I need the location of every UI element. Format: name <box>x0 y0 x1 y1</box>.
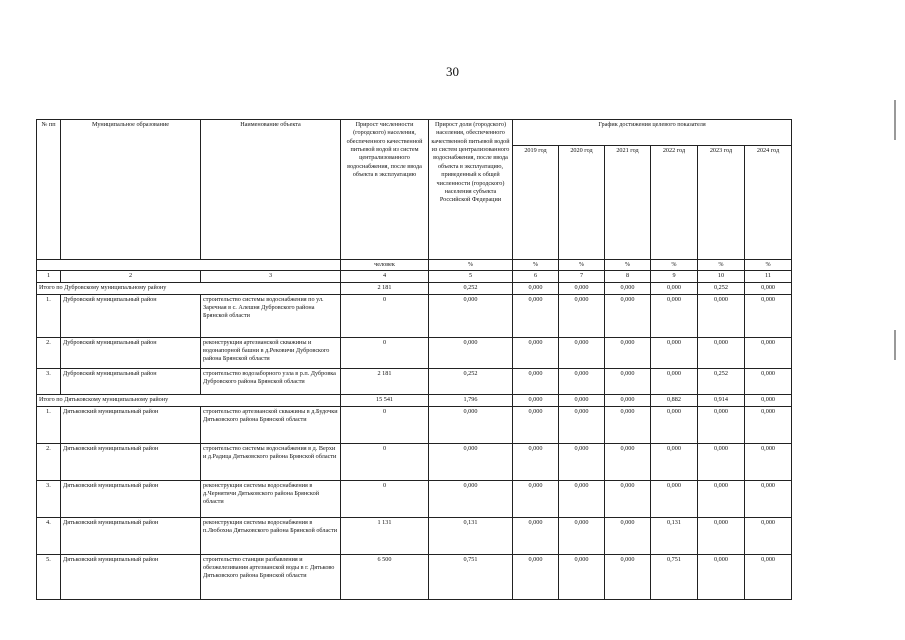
row-number: 4. <box>37 517 61 554</box>
row-object: строительство артезианской скважины в д.Будочки Дятьковского района Брянской области <box>201 406 341 443</box>
row-value: 0 <box>341 406 429 443</box>
total-value: 0,000 <box>559 282 605 294</box>
header-year: 2022 год <box>651 146 698 260</box>
row-object: строительство системы водоснабжения в д. Верхи и д.Радица Дятьковского района Брянской области <box>201 443 341 480</box>
column-number: 10 <box>698 271 745 282</box>
row-value: 0,252 <box>429 368 513 394</box>
row-value: 0,000 <box>605 294 651 337</box>
column-number: 8 <box>605 271 651 282</box>
total-value: 0,000 <box>559 394 605 406</box>
scan-edge-mark <box>894 100 896 140</box>
header-year: 2024 год <box>745 146 792 260</box>
row-number: 2. <box>37 337 61 368</box>
row-value: 0 <box>341 443 429 480</box>
row-value: 0,000 <box>651 368 698 394</box>
row-value: 0,000 <box>513 368 559 394</box>
header-object: Наименование объекта <box>201 120 341 260</box>
row-value: 0,751 <box>651 554 698 599</box>
row-value: 0,000 <box>559 294 605 337</box>
row-value: 0,000 <box>745 294 792 337</box>
row-value: 2 181 <box>341 368 429 394</box>
table-row <box>37 368 792 394</box>
column-number: 3 <box>201 271 341 282</box>
total-value: 0,000 <box>513 282 559 294</box>
total-value: 1,796 <box>429 394 513 406</box>
row-municipality: Дубровский муниципальный район <box>61 368 201 394</box>
unit-label: % <box>429 260 513 271</box>
unit-label: % <box>698 260 745 271</box>
row-value: 0,000 <box>745 406 792 443</box>
row-value: 0,000 <box>745 368 792 394</box>
total-value: 0,252 <box>698 282 745 294</box>
row-value: 1 131 <box>341 517 429 554</box>
row-number: 1. <box>37 406 61 443</box>
header-year: 2021 год <box>605 146 651 260</box>
table-row <box>37 554 792 599</box>
table-row <box>37 294 792 337</box>
group-total-label: Итого по Дубровскому муниципальному району <box>37 282 341 294</box>
unit-label: % <box>651 260 698 271</box>
header-year: 2020 год <box>559 146 605 260</box>
row-value: 0,000 <box>513 406 559 443</box>
row-number: 3. <box>37 480 61 517</box>
row-municipality: Дятьковский муниципальный район <box>61 554 201 599</box>
target-indicator-table <box>36 119 792 600</box>
table-row <box>37 337 792 368</box>
row-value: 0,000 <box>605 443 651 480</box>
row-value: 0,000 <box>605 554 651 599</box>
table-row <box>37 480 792 517</box>
row-value: 0,000 <box>605 480 651 517</box>
row-value: 0,000 <box>698 517 745 554</box>
column-number: 11 <box>745 271 792 282</box>
total-value: 0,914 <box>698 394 745 406</box>
scan-edge-mark <box>894 330 896 360</box>
row-value: 0,000 <box>745 443 792 480</box>
row-value: 0,000 <box>651 443 698 480</box>
column-number: 5 <box>429 271 513 282</box>
total-value: 0,882 <box>651 394 698 406</box>
row-value: 0,000 <box>513 517 559 554</box>
row-number: 2. <box>37 443 61 480</box>
row-value: 0,000 <box>559 554 605 599</box>
header-num: № пп <box>37 120 61 260</box>
row-value: 0,000 <box>559 337 605 368</box>
row-value: 0,000 <box>698 294 745 337</box>
row-value: 0,000 <box>745 337 792 368</box>
row-value: 0,131 <box>429 517 513 554</box>
row-value: 0,000 <box>429 480 513 517</box>
row-municipality: Дятьковский муниципальный район <box>61 517 201 554</box>
group-total-label: Итого по Дятьковскому муниципальному району <box>37 394 341 406</box>
group-total-row <box>37 282 792 294</box>
table-row <box>37 443 792 480</box>
column-number: 7 <box>559 271 605 282</box>
row-value: 0,000 <box>698 443 745 480</box>
total-value: 0,000 <box>605 394 651 406</box>
row-object: реконструкция артезианской скважины и водонапорной башни в д.Рековичи Дубровского района Брянской области <box>201 337 341 368</box>
row-object: строительство станции разбавления и обезжелезивания артезианской воды в г. Дятьково Дятьковского района Брянской области <box>201 554 341 599</box>
row-value: 0,000 <box>513 480 559 517</box>
row-value: 0,000 <box>559 368 605 394</box>
header-year: 2019 год <box>513 146 559 260</box>
header-schedule: График достижения целевого показателя <box>513 120 792 146</box>
row-value: 0,000 <box>745 480 792 517</box>
row-value: 0,000 <box>698 337 745 368</box>
row-value: 0 <box>341 480 429 517</box>
page-number: 30 <box>446 64 459 79</box>
row-municipality: Дубровский муниципальный район <box>61 294 201 337</box>
row-object: реконструкция системы водоснабжения в п.Любохна Дятьковского района Брянской области <box>201 517 341 554</box>
header-pop-increase: Прирост численности (городского) населения, обеспеченного качественной питьевой водой из систем централизованного водоснабжения, после ввода объекта в эксплуатацию <box>341 120 429 260</box>
total-value: 0,000 <box>745 282 792 294</box>
table-row <box>37 406 792 443</box>
row-value: 0,000 <box>559 480 605 517</box>
row-value: 0,000 <box>698 554 745 599</box>
header-year: 2023 год <box>698 146 745 260</box>
row-value: 0,000 <box>429 294 513 337</box>
total-value: 15 541 <box>341 394 429 406</box>
row-value: 0,252 <box>698 368 745 394</box>
column-number: 4 <box>341 271 429 282</box>
unit-label: % <box>605 260 651 271</box>
row-number: 3. <box>37 368 61 394</box>
row-municipality: Дятьковский муниципальный район <box>61 443 201 480</box>
header-share-increase: Прирост доли (городского) населения, обеспеченного качественной питьевой водой из систем централизованного водоснабжения, после ввода объекта в эксплуатацию, приведенный к общей численности (городского) населения субъекта Российской Федерации <box>429 120 513 260</box>
unit-label: % <box>745 260 792 271</box>
row-object: строительство водозаборного узла в р.п. Дубровка Дубровского района Брянской области <box>201 368 341 394</box>
total-value: 0,000 <box>651 282 698 294</box>
row-value: 0,131 <box>651 517 698 554</box>
row-value: 0 <box>341 337 429 368</box>
row-value: 0,000 <box>559 517 605 554</box>
column-number: 9 <box>651 271 698 282</box>
row-object: реконструкция системы водоснабжения в д.Чернятичи Дятьковского района Брянской области <box>201 480 341 517</box>
row-number: 1. <box>37 294 61 337</box>
row-value: 0,000 <box>513 554 559 599</box>
total-value: 0,252 <box>429 282 513 294</box>
row-value: 0,000 <box>651 294 698 337</box>
row-value: 0,000 <box>429 443 513 480</box>
row-value: 0,000 <box>698 480 745 517</box>
unit-label: % <box>513 260 559 271</box>
row-value: 0,000 <box>559 406 605 443</box>
row-municipality: Дятьковский муниципальный район <box>61 480 201 517</box>
row-value: 0,000 <box>605 337 651 368</box>
total-value: 2 181 <box>341 282 429 294</box>
row-value: 0,000 <box>745 517 792 554</box>
total-value: 0,000 <box>513 394 559 406</box>
row-value: 0,000 <box>513 337 559 368</box>
row-value: 0,000 <box>429 337 513 368</box>
row-value: 0,000 <box>745 554 792 599</box>
total-value: 0,000 <box>605 282 651 294</box>
row-value: 6 500 <box>341 554 429 599</box>
row-value: 0,000 <box>651 480 698 517</box>
row-value: 0,000 <box>513 443 559 480</box>
row-value: 0 <box>341 294 429 337</box>
row-object: строительство системы водоснабжения по ул. Заречная в с. Алешня Дубровского района Брянской области <box>201 294 341 337</box>
row-municipality: Дятьковский муниципальный район <box>61 406 201 443</box>
row-value: 0,000 <box>513 294 559 337</box>
unit-label: человек <box>341 260 429 271</box>
column-number: 6 <box>513 271 559 282</box>
table-row <box>37 517 792 554</box>
column-number: 1 <box>37 271 61 282</box>
row-value: 0,000 <box>651 406 698 443</box>
row-value: 0,000 <box>605 368 651 394</box>
row-value: 0,000 <box>605 517 651 554</box>
row-value: 0,000 <box>429 406 513 443</box>
row-value: 0,000 <box>698 406 745 443</box>
row-value: 0,000 <box>651 337 698 368</box>
unit-label: % <box>559 260 605 271</box>
column-number: 2 <box>61 271 201 282</box>
total-value: 0,000 <box>745 394 792 406</box>
group-total-row <box>37 394 792 406</box>
row-number: 5. <box>37 554 61 599</box>
row-value: 0,751 <box>429 554 513 599</box>
row-municipality: Дубровский муниципальный район <box>61 337 201 368</box>
row-value: 0,000 <box>559 443 605 480</box>
header-municipality: Муниципальное образование <box>61 120 201 260</box>
row-value: 0,000 <box>605 406 651 443</box>
